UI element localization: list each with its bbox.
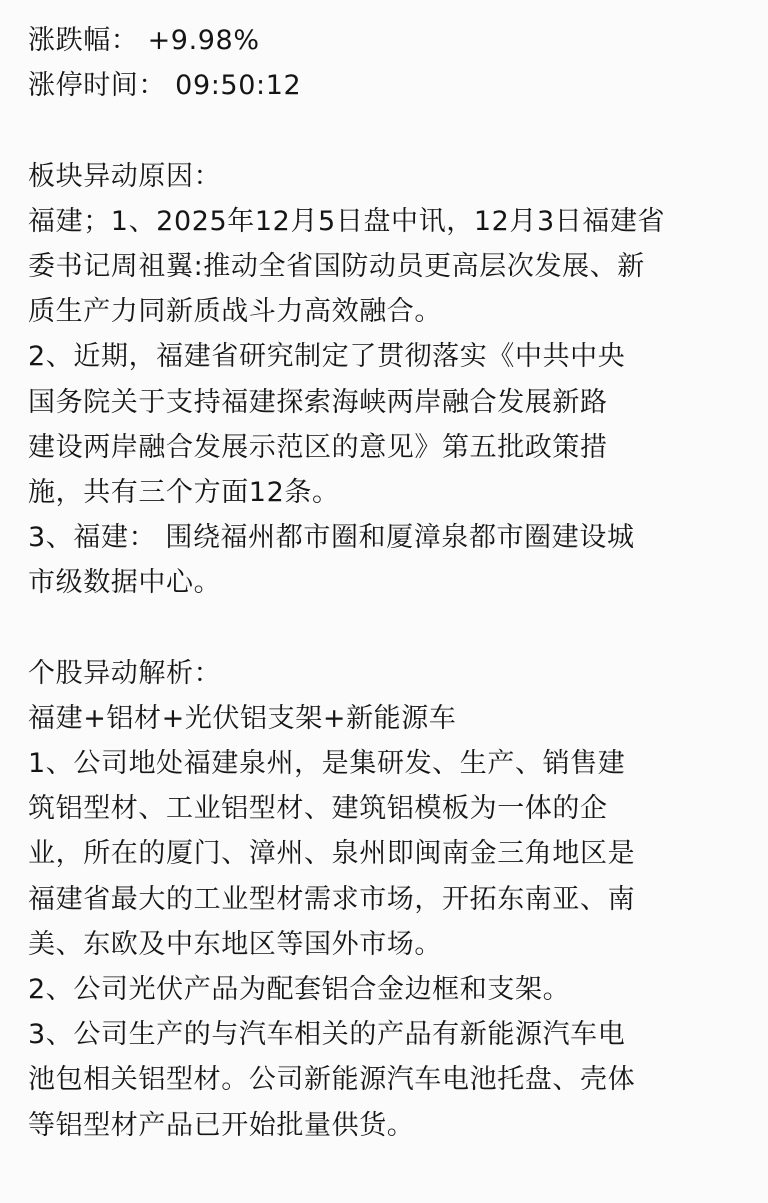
sector-reason-line: 委书记周祖翼:推动全省国防动员更高层次发展、新	[28, 250, 645, 282]
sector-reason-line: 福建；1、2025年12月5日盘中讯，12月3日福建省	[28, 205, 666, 237]
spacer	[28, 605, 744, 650]
stock-analysis-line: 1、公司地处福建泉州，是集研发、生产、销售建	[28, 748, 626, 779]
sector-reason-line: 施，共有三个方面12条。	[28, 476, 340, 508]
stock-analysis-line: 福建省最大的工业型材需求市场，开拓东南亚、南	[28, 883, 636, 915]
stock-analysis-tags: 福建+铝材+光伏铝支架+新能源车	[28, 702, 457, 734]
spacer	[28, 108, 744, 153]
stock-analysis-section	[28, 651, 744, 1148]
stock-analysis-line: 等铝型材产品已开始批量供货。	[28, 1109, 415, 1141]
stock-analysis-line: 筑铝型材、工业铝型材、建筑铝模板为一体的企	[28, 793, 608, 825]
sector-reason-title: 板块异动原因：	[28, 160, 222, 192]
limit-up-time-line: 涨停时间： 09:50:12	[28, 70, 302, 102]
stock-analysis-title: 个股异动解析：	[28, 657, 222, 689]
stock-analysis-line: 2、公司光伏产品为配套铝合金边框和支架。	[28, 973, 571, 1005]
sector-reason-section	[28, 154, 744, 606]
change-pct-line: 涨跌幅： +9.98%	[28, 25, 260, 56]
stock-analysis-line: 美、东欧及中东地区等国外市场。	[28, 928, 442, 960]
stock-analysis-line: 池包相关铝型材。公司新能源汽车电池托盘、壳体	[28, 1064, 636, 1096]
sector-reason-line: 2、近期，福建省研究制定了贯彻落实《中共中央	[28, 341, 626, 373]
sector-reason-line: 3、福建： 围绕福州都市圈和厦漳泉都市圈建设城	[28, 522, 635, 554]
sector-reason-line: 质生产力同新质战斗力高效融合。	[28, 296, 442, 328]
stock-analysis-line: 3、公司生产的与汽车相关的产品有新能源汽车电	[28, 1019, 626, 1051]
stock-analysis-line: 业，所在的厦门、漳州、泉州即闽南金三角地区是	[28, 838, 636, 870]
sector-reason-line: 国务院关于支持福建探索海峡两岸融合发展新路	[28, 386, 608, 418]
article-body	[28, 18, 744, 1148]
sector-reason-line: 建设两岸融合发展示范区的意见》第五批政策措	[28, 431, 608, 463]
sector-reason-line: 市级数据中心。	[28, 567, 222, 599]
